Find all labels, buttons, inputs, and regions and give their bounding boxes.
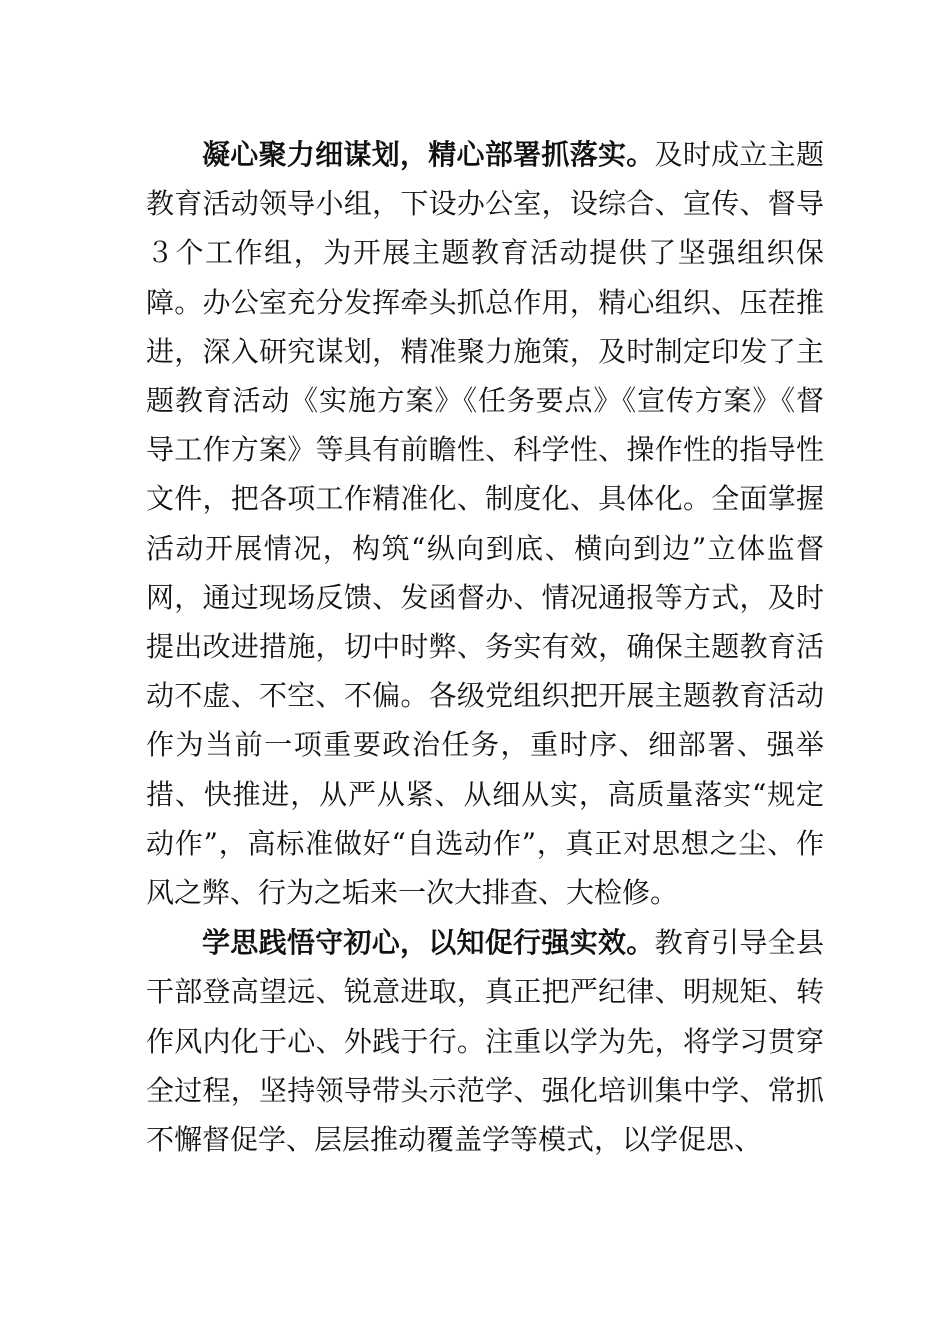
paragraph-body-learning: 教育引导全县干部登高望远、锐意进取，真正把严纪律、明规矩、转作风内化于心、外践于行。注重以学为先，将学习贯穿全过程，坚持领导带头示范学、强化培训集中学、常抓不懈督促学、层层推动覆盖学等模式，以学促思、 <box>146 926 824 1157</box>
document-page <box>146 130 824 1164</box>
paragraph-body-planning: 及时成立主题教育活动领导小组，下设办公室，设综合、宣传、督导３个工作组，为开展主题教育活动提供了坚强组织保障。办公室充分发挥牵头抓总作用，精心组织、压茬推进，深入研究谋划，精准聚力施策，及时制定印发了主题教育活动《实施方案》《任务要点》《宣传方案》《督导工作方案》等具有前瞻性、科学性、操作性的指导性文件，把各项工作精准化、制度化、具体化。全面掌握活动开展情况，构筑“纵向到底、横向到边”立体监督网，通过现场反馈、发函督办、情况通报等方式，及时提出改进措施，切中时弊、务实有效，确保主题教育活动不虚、不空、不偏。各级党组织把开展主题教育活动作为当前一项重要政治任务，重时序、细部署、强举措、快推进，从严从紧、从细从实，高质量落实“规定动作”，高标准做好“自选动作”，真正对思想之尘、作风之弊、行为之垢来一次大排查、大检修。 <box>146 138 824 910</box>
paragraph-heading-planning: 凝心聚力细谋划，精心部署抓落实。 <box>202 138 655 171</box>
paragraph-planning <box>146 130 824 917</box>
paragraph-learning <box>146 918 824 1164</box>
paragraph-heading-learning: 学思践悟守初心，以知促行强实效。 <box>202 926 655 960</box>
